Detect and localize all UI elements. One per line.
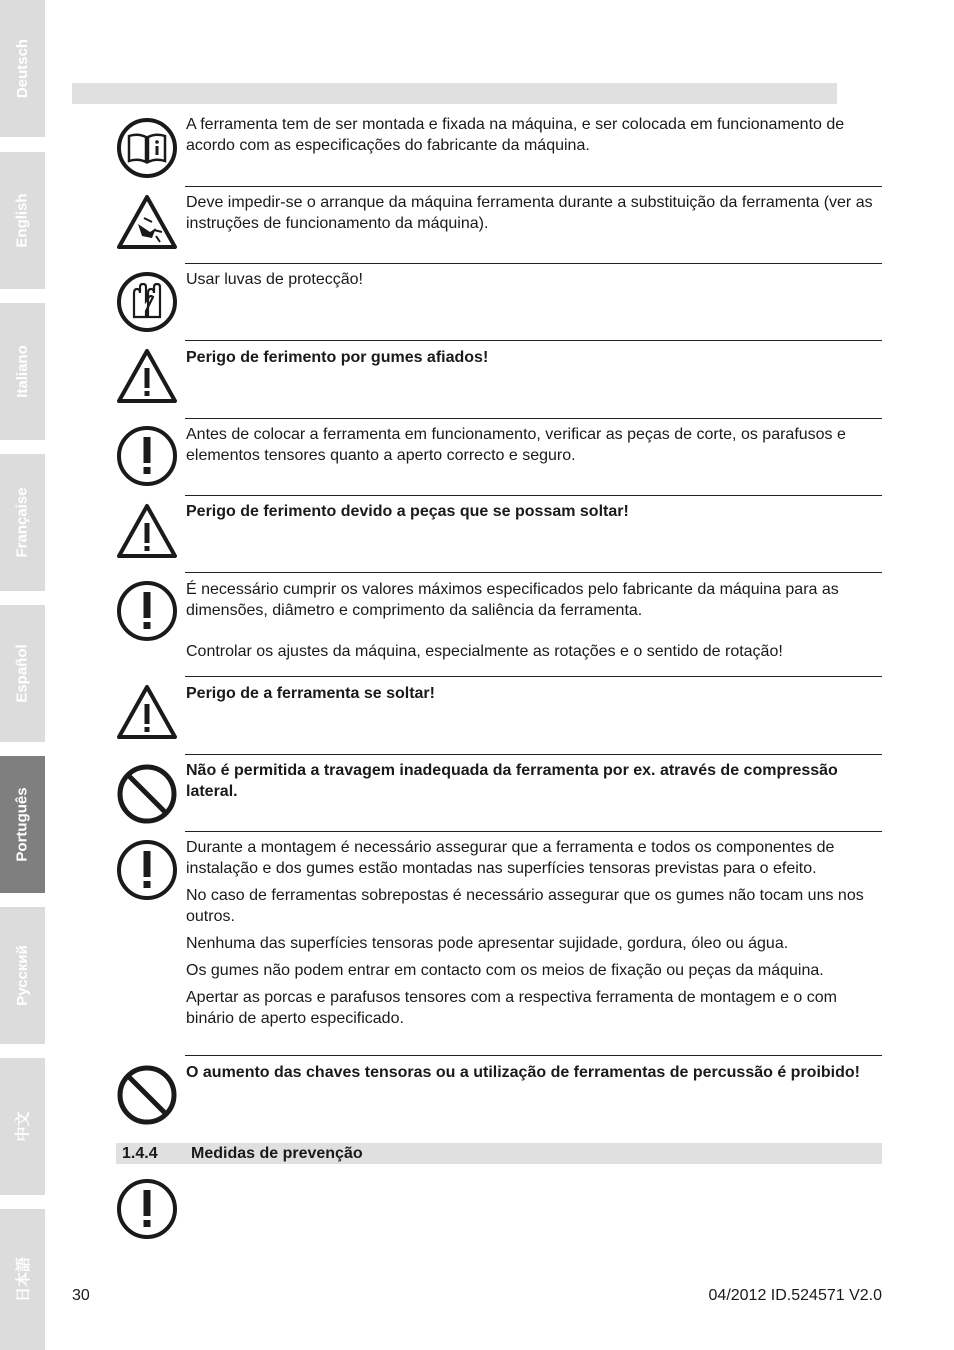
block-text: Durante a montagem é necessário assegurar que a ferramenta e todos os componentes de instalação e dos gumes estão montadas nas superfícies tensoras previstas para o efeito. <box>186 839 835 877</box>
page-number: 30 <box>72 1287 90 1304</box>
header-bar <box>72 83 837 104</box>
side-tab-2[interactable] <box>0 303 45 440</box>
hand-crush-warning-icon <box>116 192 178 254</box>
manual-info-icon <box>116 117 178 179</box>
exclamation-circle-icon <box>116 839 178 901</box>
divider <box>185 340 882 341</box>
section-heading <box>116 1143 882 1164</box>
side-tab-7[interactable] <box>0 1058 45 1195</box>
side-tab-8[interactable] <box>0 1209 45 1350</box>
section-title: Medidas de prevenção <box>191 1145 363 1162</box>
block-text: Usar luvas de protecção! <box>186 271 363 288</box>
warning-triangle-icon <box>116 346 178 408</box>
exclamation-circle-icon <box>116 425 178 487</box>
divider <box>185 1055 882 1056</box>
side-tab-3[interactable] <box>0 454 45 591</box>
block-text: No caso de ferramentas sobrepostas é necessário assegurar que os gumes não tocam uns nos outros. <box>186 887 864 925</box>
divider <box>185 831 882 832</box>
block-text: Perigo de a ferramenta se soltar! <box>186 685 435 702</box>
gloves-icon <box>116 271 178 333</box>
divider <box>185 263 882 264</box>
side-tab-label: English <box>14 193 32 248</box>
block-text: Antes de colocar a ferramenta em funcionamento, verificar as peças de corte, os parafusos e elementos tensores quanto a aperto correcto e seguro. <box>186 426 846 464</box>
side-tab-5[interactable] <box>0 756 45 893</box>
divider <box>185 676 882 677</box>
block-text: É necessário cumprir os valores máximos especificados pelo fabricante da máquina para as dimensões, diâmetro e comprimento da saliência da ferramenta. <box>186 581 839 619</box>
divider <box>185 754 882 755</box>
side-tab-label: Française <box>14 487 32 558</box>
side-tab-label: 中文 <box>14 1111 32 1142</box>
side-tab-label: Русский <box>14 945 32 1006</box>
document-id: 04/2012 ID.524571 V2.0 <box>708 1287 882 1304</box>
block-text: Perigo de ferimento por gumes afiados! <box>186 349 489 366</box>
block-text: Apertar as porcas e parafusos tensores com a respectiva ferramenta de montagem e o com binário de aperto especificado. <box>186 989 837 1027</box>
block-text: Deve impedir-se o arranque da máquina ferramenta durante a substituição da ferramenta (ver as instruções de funcionamento da máquina). <box>186 194 873 232</box>
side-tab-4[interactable] <box>0 605 45 742</box>
prohibited-icon <box>116 763 178 825</box>
block-text: O aumento das chaves tensoras ou a utilização de ferramentas de percussão é proibido! <box>186 1064 860 1081</box>
section-number: 1.4.4 <box>122 1145 158 1162</box>
side-tab-1[interactable] <box>0 152 45 289</box>
divider <box>185 572 882 573</box>
block-text: Nenhuma das superfícies tensoras pode apresentar sujidade, gordura, óleo ou água. <box>186 935 789 952</box>
block-text: A ferramenta tem de ser montada e fixada na máquina, e ser colocada em funcionamento de acordo com as especificações do fabricante da máquina. <box>186 116 845 154</box>
side-tab-label: Português <box>14 787 31 862</box>
warning-triangle-icon <box>116 682 178 744</box>
divider <box>185 495 882 496</box>
side-tab-6[interactable] <box>0 907 45 1044</box>
block-text: Perigo de ferimento devido a peças que se possam soltar! <box>186 503 629 520</box>
exclamation-circle-icon <box>116 580 178 642</box>
block-text: Os gumes não podem entrar em contacto com os meios de fixação ou peças da máquina. <box>186 962 824 979</box>
prohibited-icon <box>116 1064 178 1126</box>
exclamation-circle-icon <box>116 1178 178 1240</box>
side-tab-label: Español <box>14 644 32 703</box>
warning-triangle-icon <box>116 501 178 563</box>
divider <box>185 418 882 419</box>
block-text: Controlar os ajustes da máquina, especialmente as rotações e o sentido de rotação! <box>186 643 783 660</box>
divider <box>185 186 882 187</box>
block-text: Não é permitida a travagem inadequada da ferramenta por ex. através de compressão lateral. <box>186 762 838 800</box>
side-tab-label: Deutsch <box>14 38 31 99</box>
side-tab-0[interactable] <box>0 0 45 137</box>
side-tab-label: Italiano <box>14 345 32 398</box>
side-tab-label: 日本語 <box>15 1256 33 1303</box>
